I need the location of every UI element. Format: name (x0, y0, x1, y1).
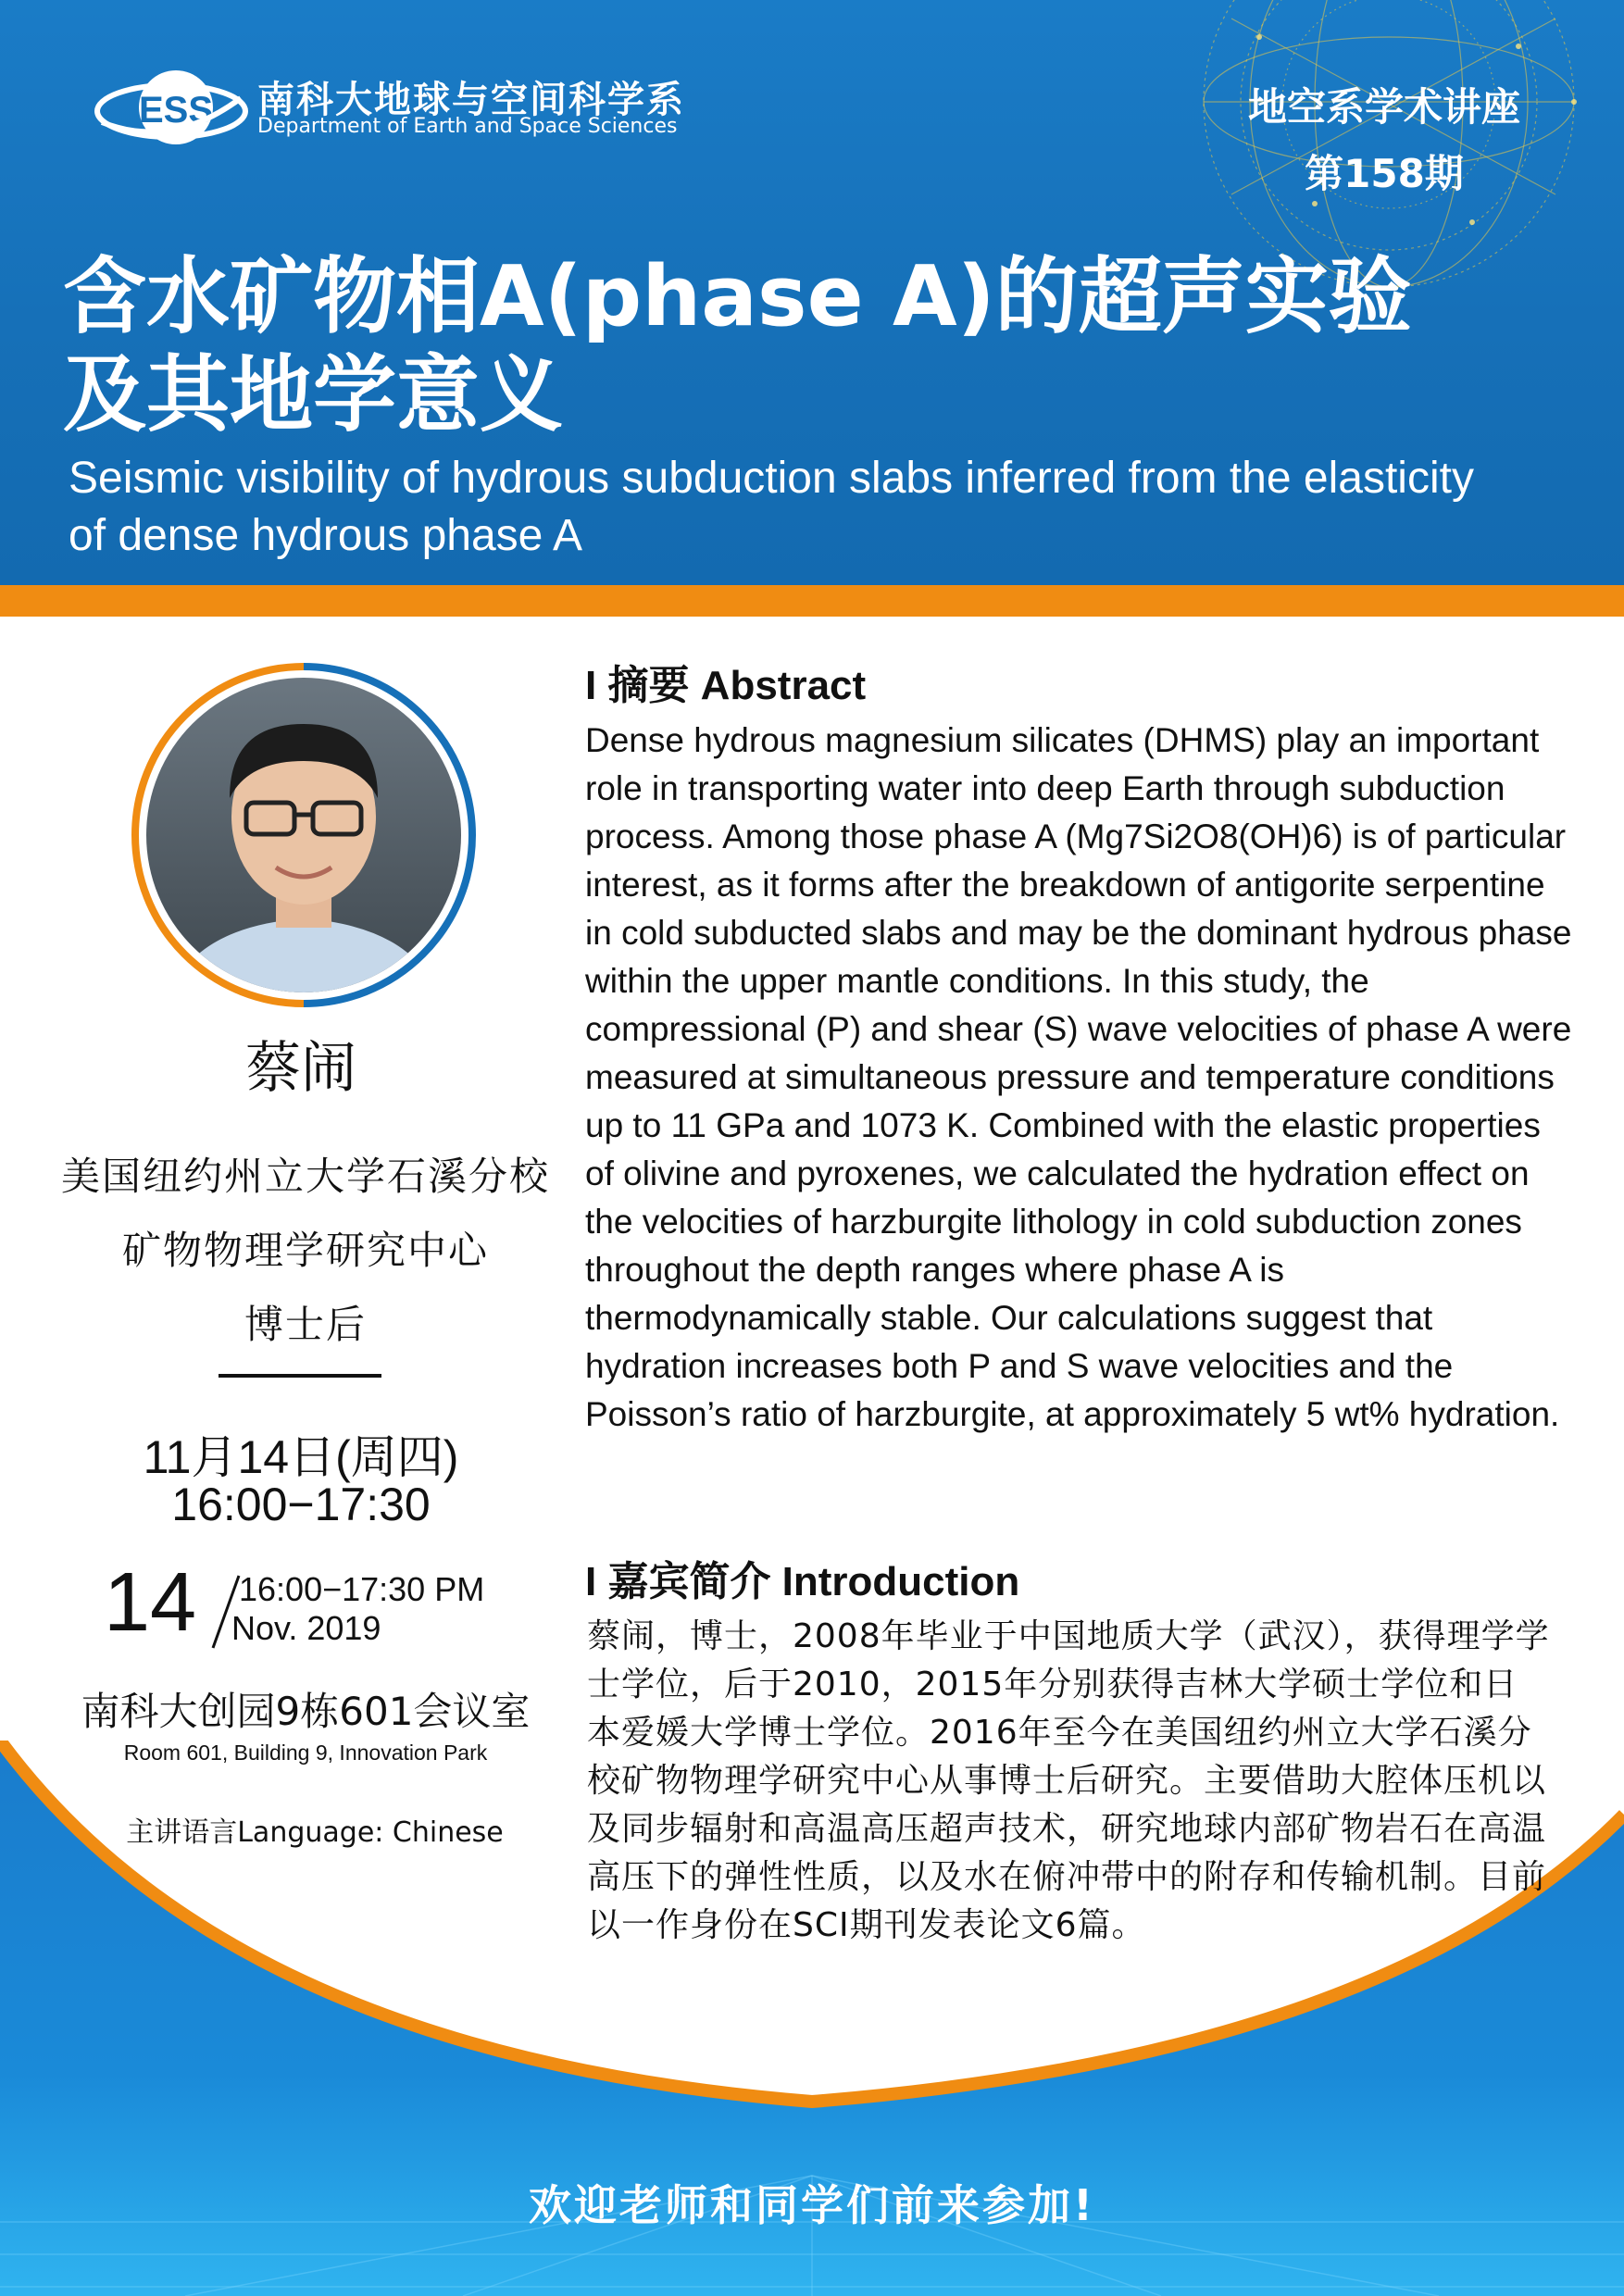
orange-band-divider (0, 585, 1624, 617)
department-logo-icon (93, 57, 250, 161)
welcome-message: 欢迎老师和同学们前来参加! (529, 2180, 1095, 2230)
divider-line (219, 1374, 381, 1378)
title-cn (63, 248, 1581, 444)
header-banner (0, 0, 1624, 585)
series-name: 地空系学术讲座 (1247, 84, 1520, 130)
department-name-cn: 南科大地球与空间科学系 (257, 79, 685, 121)
speaker-name: 蔡闹 (245, 1036, 356, 1101)
introduction-heading: I 嘉宾简介 Introduction (585, 1559, 1020, 1604)
lecture-language: 主讲语言Language: Chinese (126, 1816, 504, 1849)
abstract-text: Dense hydrous magnesium silicates (DHMS) play an important role in transporting water into deep Earth through subduction process. Among those phase A (Mg7Si2O8(OH)6) is of particular interest, as it forms after the breakdown of antigorite serpentine in cold subducted slabs and may be the dominant hydrous phase within the upper mantle conditions. In this study, the compressional (P) and shear (S) wave velocities of phase A were measured at simultaneous pressure and temperature conditions up to 11 GPa and 1073 K. Combined with the elastic properties of olivine and pyroxenes, we calculated the hydration effect on the velocities of harzburgite lithology in cold subduction zones throughout the depth ranges where phase A is thermodynamically stable. Our calculations suggest that hydration increases both P and S wave velocities and the Poisson’s ratio of harzburgite, at approximately 5 wt% hydration. (585, 721, 1572, 1433)
event-day: 14 (104, 1556, 197, 1649)
event-date-cn: 11月14日(周四) (143, 1431, 459, 1483)
department-name-en: Department of Earth and Space Sciences (257, 115, 678, 138)
event-time-en: 16:00−17:30 PM (239, 1570, 485, 1608)
lecture-series (1213, 74, 1555, 207)
speaker-affiliation-center: 矿物物理学研究中心 (121, 1228, 489, 1273)
event-time-cn: 16:00−17:30 (171, 1479, 431, 1530)
title-en-line1: Seismic visibility of hydrous subduction slabs inferred from the elasticity (69, 454, 1474, 503)
title-en-line2: of dense hydrous phase A (69, 511, 583, 560)
venue-en: Room 601, Building 9, Innovation Park (123, 1741, 488, 1765)
speaker-position: 博士后 (244, 1302, 367, 1347)
title-cn-line2: 及其地学意义 (63, 346, 563, 443)
abstract-heading: I 摘要 Abstract (585, 663, 867, 708)
title-cn-line1: 含水矿物相A(phase A)的超声实验 (63, 248, 1412, 345)
event-month-year: Nov. 2019 (231, 1609, 381, 1647)
svg-text:ESS: ESS (138, 90, 214, 131)
speaker-affiliation-university: 美国纽约州立大学石溪分校 (60, 1154, 550, 1199)
series-number: 第158期 (1305, 151, 1464, 196)
speaker-photo (128, 659, 480, 1011)
introduction-text: 蔡闹，博士，2008年毕业于中国地质大学（武汉），获得理学学士学位，后于2010，2015年分别获得吉林大学硕士学位和日本爱媛大学博士学位。2016年至今在美国纽约州立大学石溪分校矿物物理学研究中心从事博士后研究。主要借助大腔体压机以及同步辐射和高温高压超声技术，研究地球内部矿物岩石在高温高压下的弹性性质，以及水在俯冲带中的附存和传输机制。目前以一作身份在SCI期刊发表论文6篇。 (587, 1617, 1550, 1944)
title-en (69, 450, 1605, 565)
venue-cn: 南科大创园9栋601会议室 (81, 1689, 531, 1734)
